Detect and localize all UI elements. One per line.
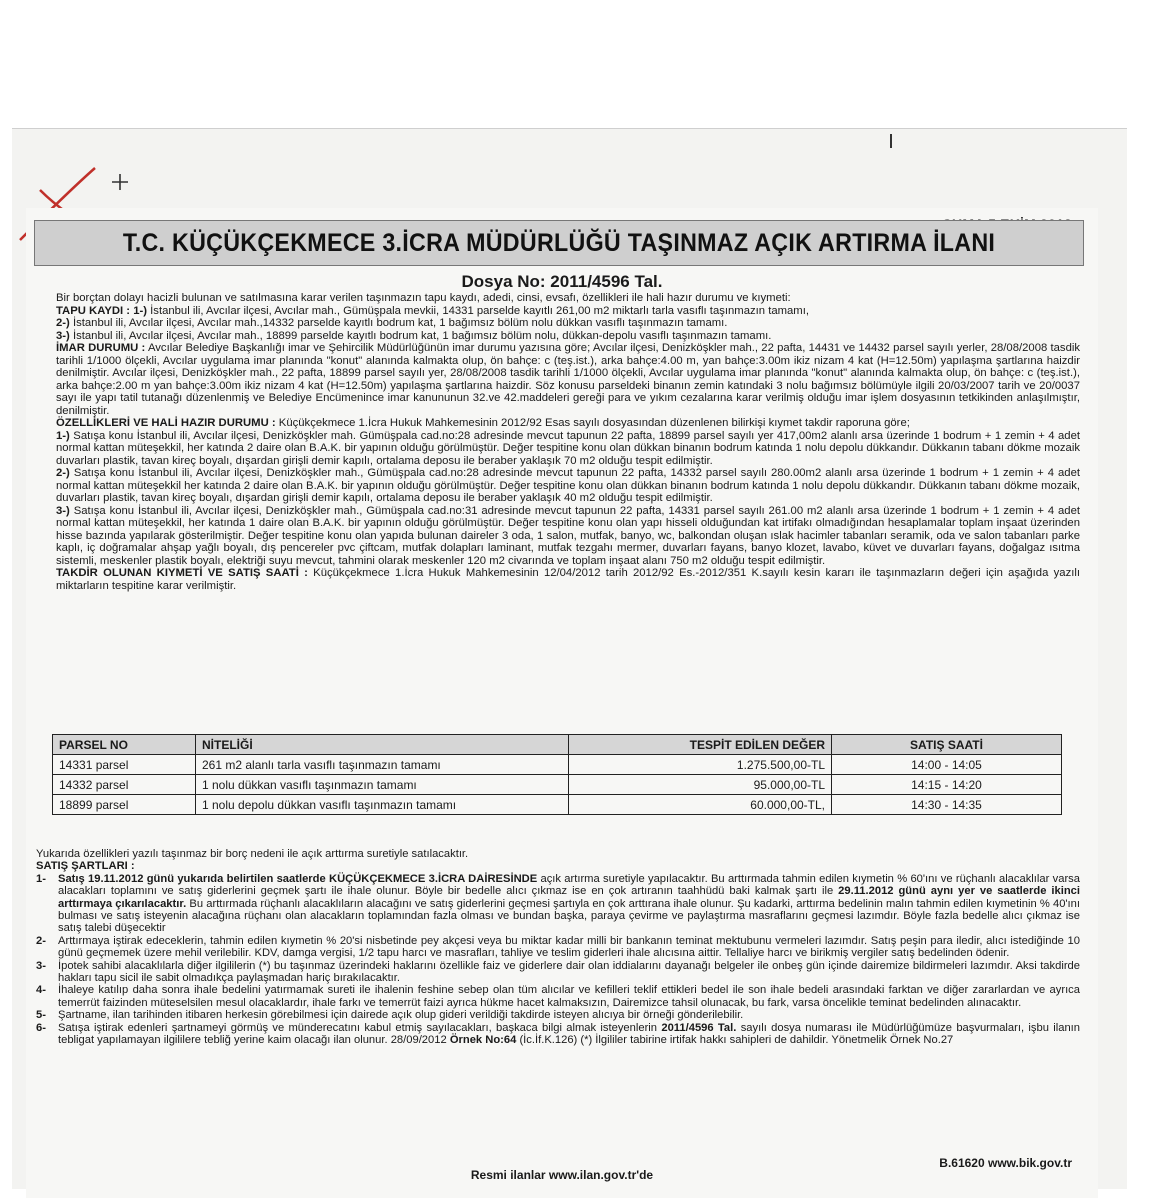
intro-paragraph: Bir borçtan dolayı hacizli bulunan ve satılmasına karar verilen taşınmazın tapu kaydı, adedi, cinsi, evsafı, özellikleri ile hali hazır durumu ve kıymeti: — [56, 292, 791, 304]
table-row — [53, 795, 1062, 815]
fold-line — [890, 134, 892, 148]
sale-terms — [36, 848, 1080, 1047]
title-bar — [34, 220, 1084, 266]
column-header-value: TESPİT EDİLEN DEĞER — [569, 735, 832, 755]
zoning-paragraph: İMAR DURUMU : Avcılar Belediye Başkanlığı imar ve Şehircilik Müdürlüğünün imar durumu yazısına göre; Avcılar ilçesi, Denizköşkler mah., 22 pafta, 14431 ve 14432 parsel sayılı yerler, 28/08/2008 tasdik tarihli 1/1000 ölçekli, Avcılar uygulama imar planında "konut" alanında kalmakta olup, ön bahçe: c (teş.ist.), arka bahçe:4.00 m, yan bahçe:3.00m ikiz nizam 4 kat (H=12.50m) yapılaşma şartlarına haizdir denilmiştir. Avcılar ilçesi, Denizköşkler mah., 22 pafta, 18899 parsel sayılı yer, 28/08/2008 tasdik tarihli 1/1000 ölçekli, Avcılar uygulama imar planında "konut" alanında kalmakta olup, ön bahçe: c (teş.ist.), arka bahçe:2.00 m yan bahçe:3.00m ikiz nizam 4 kat (H=12.50m) yapılaşma şartlarına haizdir. Söz konusu parseldeki binanın zemin katındaki 3 nolu bağımsız bölümüyle ilgili 20/03/2007 tarih ve 20/0037 sayı ile yapı tatil tutanağı düzenlenmiş ve Belediye Encümenince imar kanununun 32.ve 42.maddeleri gereği para ve yıkım cezalarına karar verilmiş olduğu imar işlem dosyasının tetkikinden anlaşılmıştır, denilmiştir. — [56, 342, 1081, 417]
column-header-quality: NİTELİĞİ — [196, 735, 569, 755]
features-paragraph: ÖZELLİKLERİ VE HALİ HAZIR DURUMU : Küçükçekmece 1.İcra Hukuk Mahkemesinin 2012/92 Esas sayılı dosyasından düzenlenen bilirkişi kıymet takdir raporuna göre; — [56, 417, 910, 429]
term-item-1: 1- Satış 19.11.2012 günü yukarıda belirtilen saatlerde KÜÇÜKÇEKMECE 3.İCRA DAİRESİNDE açık artırma suretiyle yapılacaktır. Bu arttırmada tahmin edilen kıymetin % 60'ını ve rüçhanlı alacaklılar varsa alacakları toplamını ve satış giderlerini geçmek şartı ile ihale olunur. Böyle bir bedelle alıcı çıkmaz ise en çok artıranın taahhüdü baki kalmak şartı ile 29.11.2012 günü aynı yer ve saatlerde ikinci arttırmaya çıkarılacaktır. Bu arttırmada rüçhanlı alacaklıların alacağını ve satış giderlerini geçmesi şartıyla en çok arttırana ihale olunur. Şu kadarki, arttırma bedelinin malın tahmin edilen kıymetinin % 40'ını bulması ve satış isteyenin alacağına rüçhanı olan alacakların toplamından fazla olması ve bundan başka, paraya çevirme ve paylaştırma masraflarını geçmesi lazımdır. Böyle fazla bedelle alıcı çıkmaz ise satış talebi düşecektir — [36, 872, 1080, 935]
legal-notice — [26, 208, 1098, 1198]
quality-cell: 1 nolu depolu dükkan vasıflı taşınmazın tamamı — [196, 795, 569, 815]
sale-terms-label: SATIŞ ŞARTLARI : — [36, 860, 135, 873]
parcel-no-cell: 18899 parsel — [53, 795, 196, 815]
table-header-row — [53, 735, 1062, 755]
term-item-3: 3- İpotek sahibi alacaklılarla diğer ilgililerin (*) bu taşınmaz üzerindeki haklarını özellikle faiz ve giderlere dair olan iddialarını dayanağı belgeler ile onbeş gün içinde dairemize bildirmeleri lazımdır. Aksi takdirde hakları tapu sicil ile sabit olmadıkça paylaşmadan hariç bırakılacaktır. — [36, 959, 1080, 985]
sale-time-cell: 14:15 - 14:20 — [832, 775, 1062, 795]
sale-time-cell: 14:30 - 14:35 — [832, 795, 1062, 815]
value-cell: 60.000,00-TL, — [569, 795, 832, 815]
term-item-4: 4- İhaleye katılıp daha sonra ihale bedelini yatırmamak sureti ile ihalenin feshine sebep olan tüm alıcılar ve kefilleri teklif ettikleri bedel ile son ihale bedeli arasındaki farktan ve diğer zararlardan ve ayrıca temerrüt faizinden müteselsilen mesul olacaklardır, ihale farkı ve temerrüt faizi ayrıca hükme hacet kalmaksızın, Dairemizce tahsil olunacak, bu fark, varsa öncelikle teminat bedelinden alınacaktır. — [36, 984, 1080, 1009]
valuation-label: TAKDİR OLUNAN KIYMETİ VE SATIŞ SAATİ : — [56, 567, 308, 579]
column-header-parcel: PARSEL NO — [53, 735, 196, 755]
deed-item-2: 2-) İstanbul ili, Avcılar ilçesi, Avcılar mah.,14332 parselde kayıtlı bodrum kat, 1 bağımsız bölüm nolu dükkan vasıflı taşınmazın tamamı. — [56, 317, 728, 329]
sale-intro: Yukarıda özellikleri yazılı taşınmaz bir borç nedeni ile açık arttırma suretiyle satılacaktır. — [36, 848, 469, 860]
page-title: T.C. KÜÇÜKÇEKMECE 3.İCRA MÜDÜRLÜĞÜ TAŞINMAZ AÇIK ARTIRMA İLANI — [122, 228, 996, 257]
footer-note: Resmi ilanlar www.ilan.gov.tr'de — [470, 1168, 654, 1182]
zoning-label: İMAR DURUMU : — [56, 342, 146, 354]
parcel-no-cell: 14331 parsel — [53, 755, 196, 775]
sale-time-cell: 14:00 - 14:05 — [832, 755, 1062, 775]
value-cell: 95.000,00-TL — [569, 775, 832, 795]
term-item-5: 5- Şartname, ilan tarihinden itibaren herkesin görebilmesi için dairede açık olup gideri verildiği takdirde isteyen alıcıya bir örneği gönderilebilir. — [36, 1009, 744, 1022]
valuation-paragraph: TAKDİR OLUNAN KIYMETİ VE SATIŞ SAATİ : Küçükçekmece 1.İcra Hukuk Mahkemesinin 12/04/2012 tarih 2012/92 Es.-2012/351 K.sayılı kesin kararı ile taşınmazların değeri için aşağıda yazılı miktarların tespitine karar verilmiştir. — [56, 567, 1081, 592]
deed-label: TAPU KAYDI : 1-) — [56, 304, 148, 317]
features-item-3: 3-) Satışa konu İstanbul ili, Avcılar ilçesi, Denizköşkler mah., Gümüşpala cad.no:31 adresinde mevcut tapunun 22 pafta, 14331 parsel sayılı 261.00 m2 alanlı arsa üzerinde 1 bodrum + 1 zemin + 4 adet normal kattan müteşekkil, her katında 1 daire olan B.A.K. bir yapının olduğu görülmüştür. Değer tespitine konu olan yapı hisseli olduğundan kat irtifakı olmadığından hesaplamalar toplam inşaat üzerinden hisse bazında yapılarak gösterilmiştir. Değer tespitine konu olan yapıda bulunan daireler 3 oda, 1 salon, mutfak, banyo, wc, balkondan oluşan ıslak hacimler tabanları seramik, oda ve salon tabanları parke kaplı, iç doğramalar ahşap yağlı boyalı, dış pencereler pvc çiftcam, mutfak dolapları laminant, mutfak tezgahı mermer, duvarları fayans, banyo klozet, lavabo, küvet ve duvarları fayans, doğalgaz ısıtma sistemli, meskenler plastik boyalı, elektriği suyu mevcut, tahmini olarak meskenler 120 m2 civarında ve toplam inşaat alanı 750 m2 olduğu tespit edilmiştir. — [56, 504, 1080, 567]
deed-paragraph: TAPU KAYDI : 1-) İstanbul ili, Avcılar ilçesi, Avcılar mah., Gümüşpala mevkii, 14331 parselde kayıtlı 261,00 m2 miktarlı tarla vasıflı taşınmazın tamamı, — [56, 304, 809, 317]
notice-body — [56, 292, 1080, 592]
column-header-sale-time: SATIŞ SAATİ — [832, 735, 1062, 755]
parcel-no-cell: 14332 parsel — [53, 775, 196, 795]
reference-code: B.61620 www.bik.gov.tr — [939, 1156, 1072, 1170]
term-item-6: 6- Satışa iştirak edenleri şartnameyi görmüş ve münderecatını kabul etmiş sayılacakları, başkaca bilgi almak isteyenlerin 2011/4596 Tal. sayılı dosya numarası ile Müdürlüğümüze başvurmaları, işbu ilanın tebligat yapılamayan ilgililere tebliğ yerine kaim olacağı ilan olunur. 28/09/2012 Örnek No:64 (İc.İf.K.126) (*) İlgililer tabirine irtifak hakkı sahipleri de dahildir. Yönetmelik Örnek No.27 — [36, 1021, 1080, 1047]
features-item-1: 1-) Satışa konu İstanbul ili, Avcılar ilçesi, Denizköşkler mah. Gümüşpala cad.no:28 adresinde mevcut tapunun 22 pafta, 18899 parsel sayılı yer 417,00m2 alanlı arsa üzerinde 1 bodrum + 1 zemin + 4 adet normal kattan müteşekkil, her katında 2 daire olan B.A.K. bir yapının olduğu görülmüştür. Değer tespitine konu olan dükkan binanın bodrum katında 1 nolu depolu dükkandır. Dükkanın tabanı dökme mozaik duvarları plastik, tavan kireç boyalı, dışardan girişli demir kapılı, ortalama deposu ile beraber yaklaşık 70 m2 olduğu tespit edilmiştir. — [56, 429, 1081, 467]
table-row — [53, 755, 1062, 775]
features-item-2: 2-) Satışa konu İstanbul ili, Avcılar ilçesi, Denizköşkler mah., Gümüşpala cad.no:28 adresinde mevcut tapunun 22 pafta, 14332 parsel sayılı 280.00m2 alanlı arsa üzerinde 1 bodrum + 1 zemin + 4 adet normal kattan müteşekkil her katında 2 daire olan B.A.K. bir yapının olduğu görülmüştür. Değer tespitine konu olan dükkan binanın bodrum katında 1 nolu depolu dükkandır. Dükkanın tabanı dökme mozaik, duvarları plastik, tavan kireç boyalı, dışardan girişli demir kapılı, ortalama deposu ile beraber yaklaşık 40 m2 olduğu tespit edilmiştir. — [56, 467, 1080, 504]
quality-cell: 261 m2 alanlı tarla vasıflı taşınmazın tamamı — [196, 755, 569, 775]
features-label: ÖZELLİKLERİ VE HALİ HAZIR DURUMU : — [56, 417, 276, 429]
quality-cell: 1 nolu dükkan vasıflı taşınmazın tamamı — [196, 775, 569, 795]
table-row — [53, 775, 1062, 795]
deed-item-3: 3-) İstanbul ili, Avcılar ilçesi, Avcılar mah., 18899 parselde kayıtlı bodrum kat, 1 bağımsız bölüm nolu, dükkan-depolu vasıflı taşınmazın tamamı. — [56, 329, 772, 342]
term-item-2: 2- Arttırmaya iştirak edeceklerin, tahmin edilen kıymetin % 20'si nisbetinde pey akçesi veya bu miktar kadar milli bir bankanın teminat mektubunu vermeleri lazımdır. Satış peşin para iledir, alıcı istediğinde 10 günü geçmemek üzere mehil verilebilir. KDV, damga vergisi, 1/2 tapu harcı ve masrafları, tahliye ve teslim giderleri ihale alıcısına aittir. Tellaliye harcı ve birikmiş vergiler satış bedelinden ödenir. — [36, 934, 1080, 960]
parcel-table — [52, 734, 1062, 815]
file-number: Dosya No: 2011/4596 Tal. — [461, 272, 663, 291]
value-cell: 1.275.500,00-TL — [569, 755, 832, 775]
